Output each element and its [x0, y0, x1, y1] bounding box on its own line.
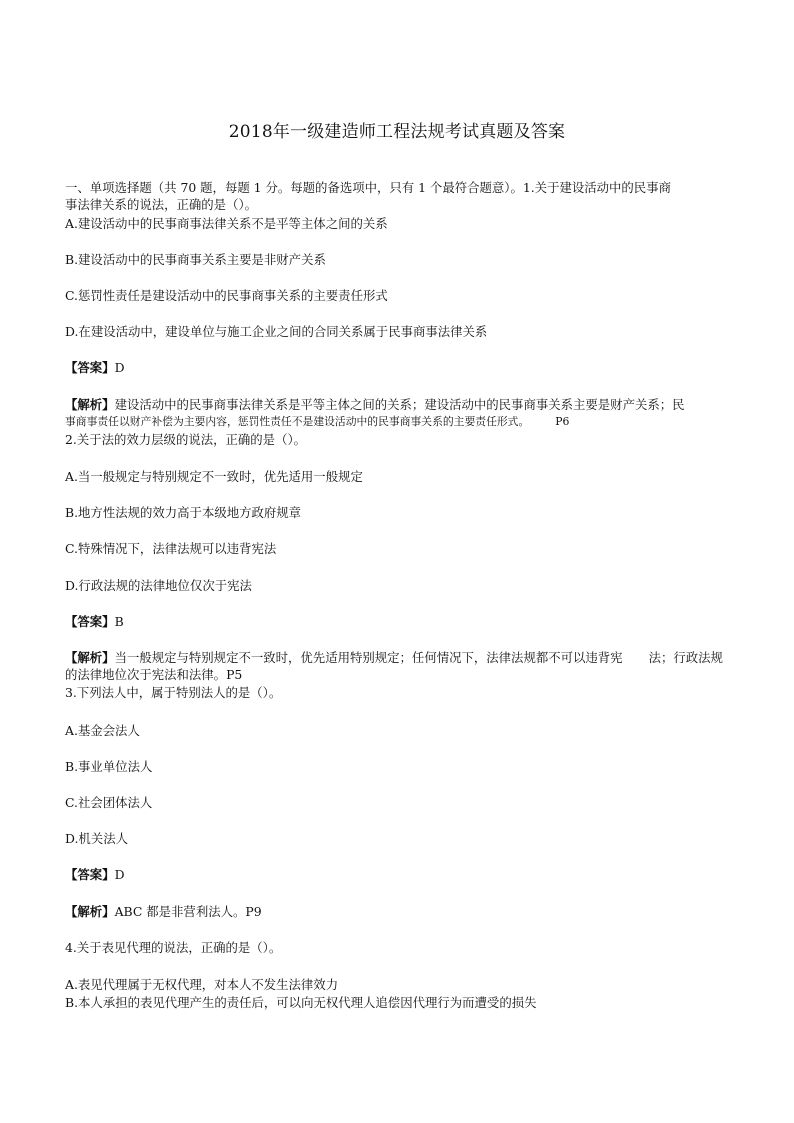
- q1-answer: [65, 360, 125, 376]
- section-intro-line-2: 事法律关系的说法，正确的是（）。: [65, 197, 258, 212]
- document-title: 2018年一级建造师工程法规考试真题及答案: [228, 122, 566, 142]
- q1-analysis-line-2: [65, 414, 569, 430]
- q3-answer: [65, 867, 125, 883]
- answer-value: D: [114, 867, 125, 882]
- q2-answer: [65, 614, 124, 630]
- q3-option-c: C.社会团体法人: [65, 795, 153, 810]
- analysis-label: 【解析】: [65, 650, 115, 665]
- q1-option-b: B.建设活动中的民事商事关系主要是非财产关系: [65, 252, 326, 267]
- q3-option-d: D.机关法人: [65, 831, 128, 846]
- analysis-text: 事商事责任以财产补偿为主要内容，惩罚性责任不是建设活动中的民事商事关系的主要责任形式。: [65, 415, 530, 428]
- analysis-page-ref: P6: [555, 415, 570, 428]
- q1-analysis-line-1: [65, 397, 685, 413]
- analysis-text: 当一般规定与特别规定不一致时，优先适用特别规定；任何情况下，法律法规都不可以违背宪: [114, 650, 623, 665]
- analysis-text: ABC 都是非营利法人。P9: [114, 904, 262, 919]
- analysis-text: 建设活动中的民事商事法律关系是平等主体之间的关系；建设活动中的民事商事关系主要是财产关系；民: [114, 397, 685, 412]
- answer-value: D: [114, 360, 125, 375]
- q3-option-a: A.基金会法人: [65, 723, 140, 738]
- q4-stem: 4.关于表见代理的说法，正确的是（）。: [65, 940, 282, 955]
- q3-option-b: B.事业单位法人: [65, 759, 153, 774]
- analysis-label: 【解析】: [65, 904, 115, 919]
- q2-analysis-line-1: [65, 650, 723, 666]
- answer-label: 【答案】: [65, 360, 115, 375]
- q2-option-b: B.地方性法规的效力高于本级地方政府规章: [65, 505, 302, 520]
- section-intro-line-1: 一、单项选择题（共 70 题，每题 1 分。每题的备选项中，只有 1 个最符合题意）。1.关于建设活动中的民事商: [65, 180, 671, 195]
- q2-option-c: C.特殊情况下，法律法规可以违背宪法: [65, 541, 277, 556]
- analysis-text-cont: 法；行政法规: [648, 650, 723, 665]
- q2-option-d: D.行政法规的法律地位仅次于宪法: [65, 578, 252, 593]
- q2-option-a: A.当一般规定与特别规定不一致时，优先适用一般规定: [65, 469, 363, 484]
- q4-option-a: A.表见代理属于无权代理，对本人不发生法律效力: [65, 977, 339, 992]
- q1-option-c: C.惩罚性责任是建设活动中的民事商事关系的主要责任形式: [65, 288, 388, 303]
- analysis-label: 【解析】: [65, 397, 115, 412]
- q4-option-b: B.本人承担的表见代理产生的责任后，可以向无权代理人追偿因代理行为而遭受的损失: [65, 995, 537, 1010]
- q1-option-a: A.建设活动中的民事商事法律关系不是平等主体之间的关系: [65, 216, 388, 231]
- q3-stem: 3.下列法人中，属于特别法人的是（）。: [65, 685, 282, 700]
- q1-option-d: D.在建设活动中，建设单位与施工企业之间的合同关系属于民事商事法律关系: [65, 324, 488, 339]
- q3-analysis: [65, 904, 262, 920]
- q2-analysis-line-2: 的法律地位次于宪法和法律。P5: [65, 667, 243, 682]
- q2-stem: 2.关于法的效力层级的说法，正确的是（）。: [65, 432, 307, 447]
- answer-value: B: [114, 614, 124, 629]
- answer-label: 【答案】: [65, 614, 115, 629]
- answer-label: 【答案】: [65, 867, 115, 882]
